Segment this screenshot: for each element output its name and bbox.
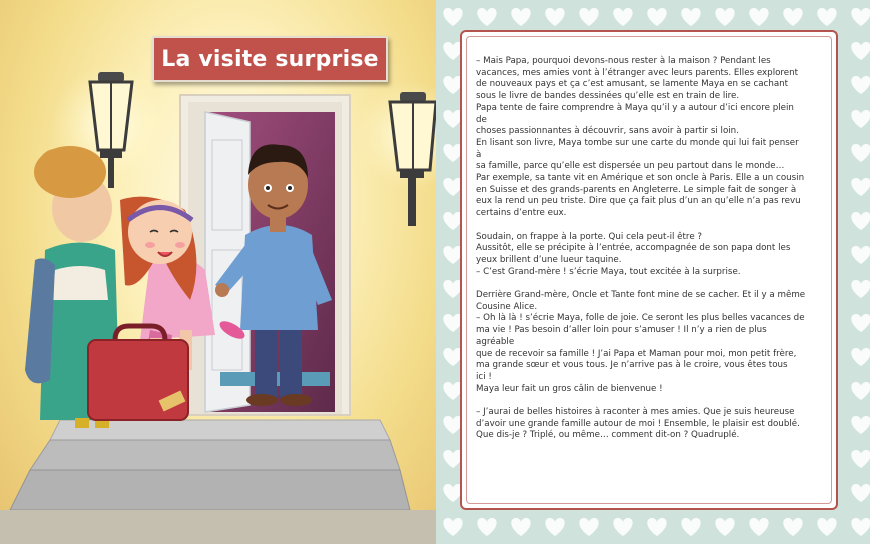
- umbrella: [25, 258, 55, 383]
- step-bottom: [10, 470, 410, 510]
- story-paragraph-4: – J’aurai de belles histoires à raconter à mes amies. Que je suis heureuse d’avoir une grande famille autour de moi ! Ensemble, le plaisir est doublé. Que dis-je ? Triplé, ou même… comment dit-on ? Quadruplé.: [476, 407, 800, 441]
- story-title: La visite surprise: [161, 46, 379, 72]
- title-banner: [152, 36, 388, 82]
- right-wall-lamp: [390, 92, 436, 226]
- story-paragraph-1: – Mais Papa, pourquoi devons-nous rester à la maison ? Pendant les vacances, mes amies vont à l’étranger avec leurs parents. Elles explorent de nouveaux pays et ça c’est amusant, se lamente Maya en se cachant sous le livre de bandes dessinées qu’elle est en train de lire. Papa tente de faire comprendre à Maya qu’il y a autour d’ici encore plein de choses passionnantes à découvrir, sans avoir à partir si loin. En lisant son livre, Maya tombe sur une carte du monde qui lui fait penser à sa famille, parce qu’elle est dispersée un peu partout dans le monde… Par exemple, sa tante vit en Amérique et son oncle à Paris. Elle a un cousin en Suisse et des grands-parents en Angleterre. Le simple fait de songer à eux la rend un peu triste. Dire que ça fait plus d’un an qu’elle n’a pas revu certains d’entre eux.: [476, 56, 805, 219]
- step-middle: [30, 440, 400, 470]
- suitcase: [88, 326, 188, 420]
- story-paragraph-3: Derrière Grand-mère, Oncle et Tante font mine de se cacher. Et il y a même Cousine Alice. – Oh là là ! s’écrie Maya, folle de joie. Ce seront les plus belles vacances de ma vie ! Pas besoin d’aller loin pour s’amuser ! Il n’y a rien de plus agréable que de recevoir sa famille ! J’ai Papa et Maman pour moi, mon petit frère, ma grande sœur et vous tous. Je n’arrive pas à le croire, vous êtes tous ici ! Maya leur fait un gros câlin de bienvenue !: [476, 290, 806, 394]
- story-text: [476, 56, 806, 454]
- story-paragraph-2: Soudain, on frappe à la porte. Qui cela peut-il être ? Aussitôt, elle se précipite à l’entrée, accompagnée de son papa dont les yeux brillent d’une lueur taquine. – C’est Grand-mère ! s’écrie Maya, tout excitée à la surprise.: [476, 231, 791, 277]
